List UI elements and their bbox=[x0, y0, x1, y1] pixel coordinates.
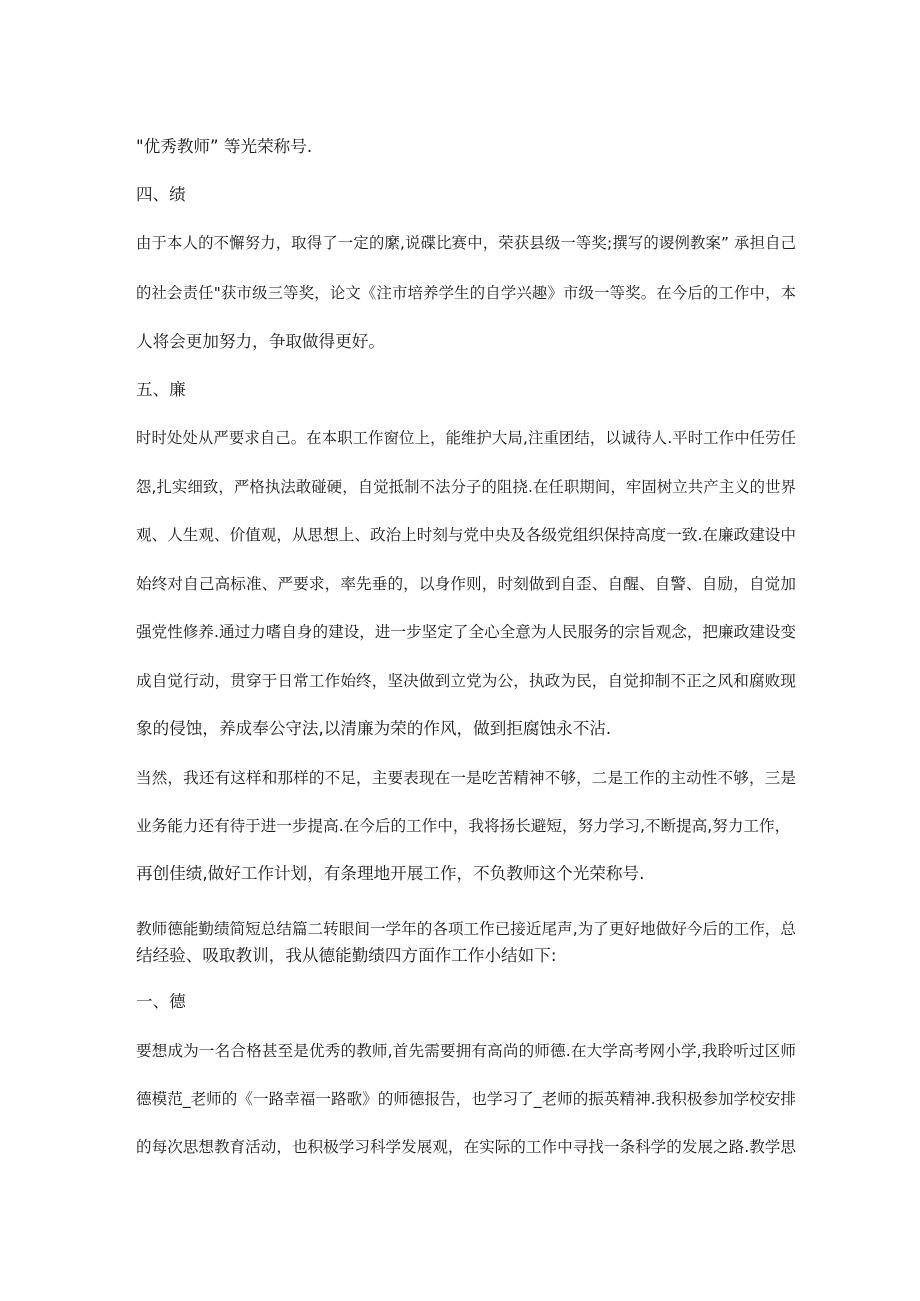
text-line: 业务能力还有待于进一步提高.在今后的工作中，我将扬长避短，努力学习,不断提高,努力工作， bbox=[136, 817, 791, 835]
text-line: 再创佳绩,做好工作计划，有条理地开展工作，不负教师这个光荣称号. bbox=[136, 864, 645, 883]
section-heading-ji: 四、绩 bbox=[136, 185, 186, 204]
text-line: 德模范_老师的《一路幸福一路歌》的师德报告，也学习了_老师的振英精神.我积极参加学校安排 bbox=[136, 1090, 796, 1108]
text-line: 始终对自己高标准、严要求，率先垂的，以身作则，时刻做到自歪、自醒、自警、自励，自觉加 bbox=[136, 575, 796, 593]
section-heading-de: 一、德 bbox=[136, 992, 186, 1011]
text-line: 成自觉行动，贯穿于日常工作始终，坚决做到立党为公，执政为民，自觉抑制不正之风和腐败现 bbox=[136, 672, 796, 690]
text-line: 怨,扎实细致，严格执法敢碰硬，自觉抵制不法分子的阻挠.在任职期间，牢固树立共产主义的世界 bbox=[136, 478, 796, 496]
section-heading-lian: 五、廉 bbox=[136, 380, 186, 399]
text-line: 教师德能勤绩简短总结篇二转眼间一学年的各项工作已接近尾声,为了更好地做好今后的工作，总 bbox=[136, 920, 796, 938]
text-line: 观、人生观、价值观，从思想上、政治上时刻与党中央及各级党组织保持高度一致.在廉政建设中 bbox=[136, 526, 796, 544]
text-line: 要想成为一名合格甚至是优秀的教师,首先需要拥有高尚的师德.在大学高考网小学,我聆听过区师 bbox=[136, 1042, 796, 1060]
text-line: 当然，我还有这样和那样的不足，主要表现在一是吃苦精神不够，二是工作的主动性不够，三是 bbox=[136, 769, 796, 787]
text-line: 人将会更加努力，争取做得更好。 bbox=[136, 332, 385, 351]
text-line: 象的侵蚀，养成奉公守法,以清廉为荣的作风，做到拒腐蚀永不沾. bbox=[136, 719, 612, 738]
text-line: "优秀教师” 等光荣称号. bbox=[136, 137, 313, 156]
text-line: 的每次思想教育活动，也积极学习科学发展观，在实际的工作中寻找一条科学的发展之路.教学思 bbox=[136, 1138, 796, 1156]
text-line: 时时处处从严要求自己。在本职工作窗位上，能维护大局,注重团结，以诚待人.平时工作中任劳任 bbox=[136, 429, 796, 447]
text-line: 强党性修养.通过力嗜自身的建设，进一步坚定了全心全意为人民服务的宗旨观念，把廉政建设变 bbox=[136, 623, 796, 641]
text-line: 的社会责任"获市级三等奖，论文《注市培养学生的自学兴趣》市级一等奖。在今后的工作中，本 bbox=[136, 284, 796, 302]
text-line: 结经验、吸取教训，我从德能勤绩四方面作工作小结如下: bbox=[136, 946, 557, 965]
text-line: 由于本人的不懈努力，取得了一定的縻,说碟比赛中，荣获县级一等奖;撰写的谡例教案” 承担自己 bbox=[136, 234, 796, 252]
